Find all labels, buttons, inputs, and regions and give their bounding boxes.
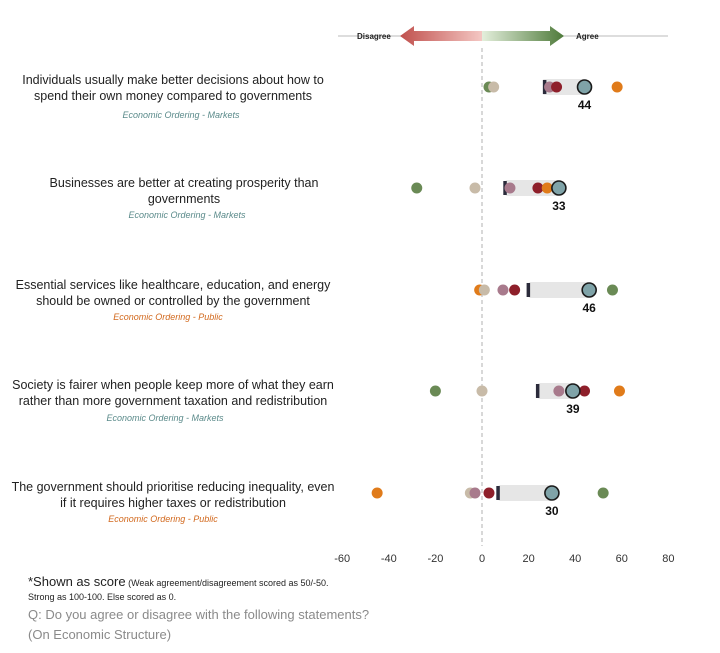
score-label: 44 (577, 98, 592, 112)
disagree-arrow (400, 26, 482, 46)
statement-1: Individuals usually make better decisions about how to spend their own money compared to governments (22, 73, 324, 103)
legend-agree: Agree (576, 32, 599, 41)
score-point (552, 181, 566, 195)
x-tick-label: -60 (334, 553, 351, 565)
x-tick-label: 40 (569, 553, 582, 565)
score-label: 30 (545, 504, 559, 518)
footnote-line2: Strong as 100-100. Else scored as 0. (28, 592, 177, 602)
score-point (545, 486, 559, 500)
data-point-darkred (551, 82, 562, 93)
statement-5-category: Economic Ordering - Public (108, 514, 218, 524)
statement-3-category: Economic Ordering - Public (113, 312, 223, 322)
statement-2-category: Economic Ordering - Markets (128, 210, 246, 220)
range-bar (498, 485, 552, 501)
statement-5: The government should prioritise reducing inequality, even if it requires higher taxes or redistribution (11, 480, 335, 510)
x-tick-label: 0 (478, 553, 486, 565)
data-point-green (607, 285, 618, 296)
statement-3: Essential services like healthcare, education, and energy should be owned or controlled by the government (15, 278, 331, 308)
data-point-orange (372, 488, 383, 499)
score-label: 33 (552, 199, 566, 213)
row-5 (372, 485, 609, 518)
row-3 (474, 282, 618, 315)
data-point-beige (479, 285, 490, 296)
data-point-darkred (483, 488, 494, 499)
range-start-marker (527, 283, 531, 297)
question-line2: (On Economic Structure) (28, 627, 172, 642)
row-2 (411, 180, 566, 213)
score-label: 46 (582, 301, 596, 315)
data-point-darkred (579, 386, 590, 397)
data-point-mauve (504, 183, 515, 194)
row-4 (430, 383, 625, 416)
legend-disagree: Disagree (357, 32, 391, 41)
x-tick-label: 60 (615, 553, 628, 565)
data-point-beige (488, 82, 499, 93)
data-point-green (430, 386, 441, 397)
score-point (566, 384, 580, 398)
statement-1-category: Economic Ordering - Markets (122, 110, 240, 120)
x-axis (334, 553, 674, 565)
data-point-orange (614, 386, 625, 397)
data-point-darkred (509, 285, 520, 296)
x-tick-label: -40 (380, 553, 397, 565)
score-point (582, 283, 596, 297)
question-line1: Q: Do you agree or disagree with the following statements? (28, 607, 370, 622)
statement-2: Businesses are better at creating prosperity than governments (49, 176, 319, 206)
data-point-orange (542, 183, 553, 194)
range-start-marker (496, 486, 500, 500)
rows-layer (372, 79, 625, 518)
footnote (28, 574, 329, 589)
data-point-mauve (470, 488, 481, 499)
data-point-orange (612, 82, 623, 93)
x-tick-label: -20 (427, 553, 444, 565)
data-point-green (411, 183, 422, 194)
row-1 (483, 79, 622, 112)
footnote-title: *Shown as score (28, 574, 126, 589)
data-point-beige (477, 386, 488, 397)
data-point-mauve (497, 285, 508, 296)
statement-4-category: Economic Ordering - Markets (106, 413, 224, 423)
range-bar (529, 282, 590, 298)
x-tick-label: 20 (522, 553, 535, 565)
score-point (578, 80, 592, 94)
footnote-detail: (Weak agreement/disagreement scored as 50/-50. (128, 578, 329, 588)
data-point-green (598, 488, 609, 499)
x-tick-label: 80 (662, 553, 675, 565)
statement-4: Society is fairer when people keep more of what they earn rather than more government taxation and redistribution (12, 378, 334, 408)
score-label: 39 (566, 402, 580, 416)
data-point-mauve (553, 386, 564, 397)
range-start-marker (536, 384, 540, 398)
agree-arrow (482, 26, 564, 46)
data-point-beige (470, 183, 481, 194)
legend (338, 26, 668, 46)
